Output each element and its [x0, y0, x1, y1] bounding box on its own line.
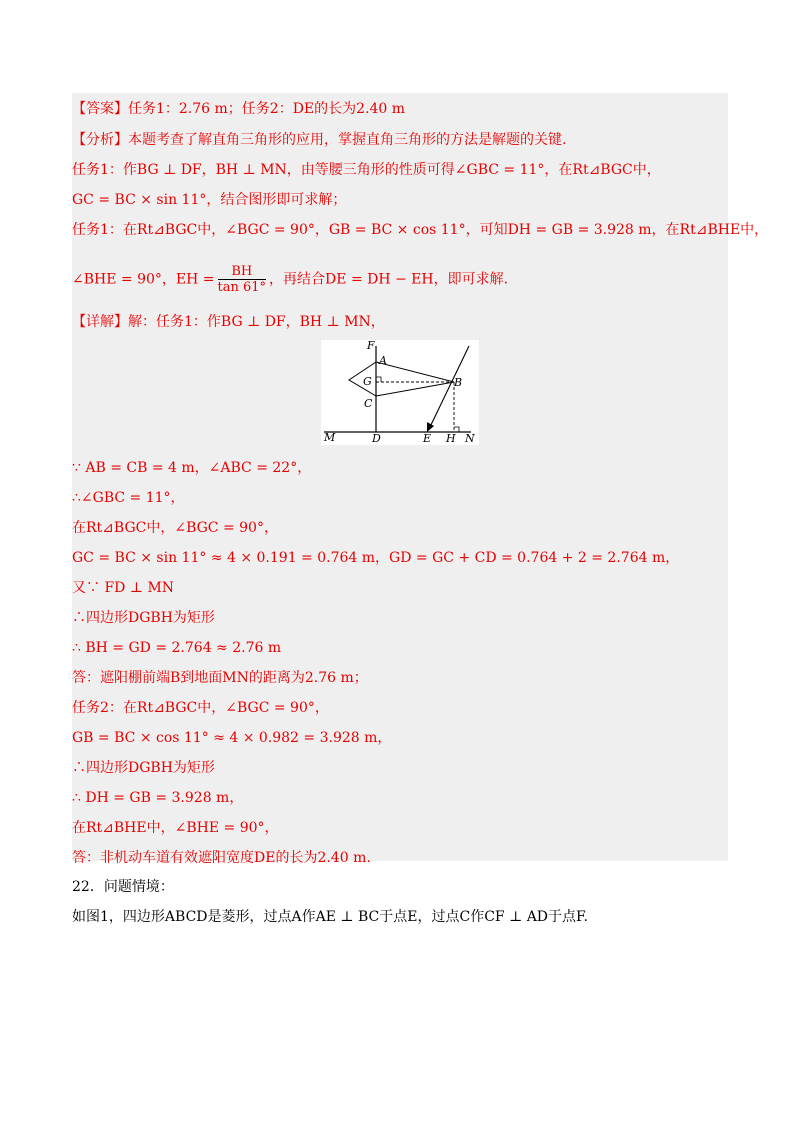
detail-line: GC = BC × sin 11° ≈ 4 × 0.191 = 0.764 m，GD = GC + CD = 0.764 + 2 = 2.764 m， [72, 550, 680, 566]
label-a: A [379, 354, 387, 367]
question-22-heading: 22．问题情境： [72, 879, 174, 895]
analysis-line: 【分析】本题考查了解直角三角形的应用，掌握直角三角形的方法是解题的关键. [72, 132, 567, 148]
detail-line: 又∵ FD ⊥ MN [72, 580, 175, 596]
detail-line: 在Rt⊿BHE中，∠BHE = 90°， [72, 820, 279, 836]
analysis-task1-line: 任务1：作BG ⊥ DF，BH ⊥ MN，由等腰三角形的性质可得∠GBC = 11°，在Rt⊿BGC中， [72, 162, 661, 178]
fraction-numerator: BH [218, 264, 267, 280]
detail-line: GB = BC × cos 11° ≈ 4 × 0.982 = 3.928 m， [72, 730, 392, 746]
detail-line: 任务2：在Rt⊿BGC中，∠BGC = 90°， [72, 700, 329, 716]
segment-cb [376, 382, 454, 396]
geometry-figure [321, 340, 479, 445]
question-22-statement: 如图1，四边形ABCD是菱形，过点A作AE ⊥ BC于点E，过点C作CF ⊥ AD于点F. [72, 909, 589, 925]
label-d: D [372, 432, 381, 445]
sun-ray [429, 346, 469, 429]
detail-line: ∴ DH = GB = 3.928 m， [72, 790, 244, 806]
fraction-denominator: tan 61° [217, 280, 267, 295]
task1-answer-line: 答：遮阳棚前端B到地面MN的距离为2.76 m； [72, 670, 368, 686]
answer-line: 【答案】任务1：2.76 m；任务2：DE的长为2.40 m [72, 101, 406, 117]
analysis-eh-line [72, 264, 508, 295]
label-f: F [367, 340, 375, 352]
analysis-task1-formula: GC = BC × sin 11°，结合图形即可求解； [72, 192, 347, 208]
detail-line: ∴四边形DGBH为矩形 [72, 610, 215, 626]
detail-heading-line: 【详解】解：任务1：作BG ⊥ DF，BH ⊥ MN， [72, 314, 385, 330]
label-n: N [465, 432, 475, 445]
label-g: G [363, 375, 372, 388]
right-angle-g [376, 377, 381, 382]
label-e: E [423, 432, 432, 445]
detail-line: ∴∠GBC = 11°， [72, 490, 185, 506]
detail-line: ∴四边形DGBH为矩形 [72, 760, 215, 776]
detail-line: ∵ AB = CB = 4 m，∠ABC = 22°， [72, 460, 312, 476]
detail-line: ∴ BH = GD = 2.764 ≈ 2.76 m [72, 640, 282, 656]
analysis-eh-prefix: ∠BHE = 90°，EH = [72, 271, 215, 288]
analysis-task2-line: 任务1：在Rt⊿BGC中，∠BGC = 90°，GB = BC × cos 11°，可知DH = GB = 3.928 m，在Rt⊿BHE中， [72, 222, 769, 238]
eh-fraction [218, 264, 267, 295]
label-c: C [364, 397, 373, 410]
label-b: B [454, 376, 463, 389]
sun-ray-arrowhead [427, 422, 434, 432]
label-h: H [446, 432, 456, 445]
task2-answer-line: 答：非机动车道有效遮阳宽度DE的长为2.40 m. [72, 850, 371, 866]
detail-line: 在Rt⊿BGC中，∠BGC = 90°， [72, 520, 278, 536]
analysis-eh-suffix: ，再结合DE = DH − EH，即可求解. [269, 271, 509, 288]
segment-ab [376, 362, 454, 382]
label-m: M [324, 431, 336, 444]
